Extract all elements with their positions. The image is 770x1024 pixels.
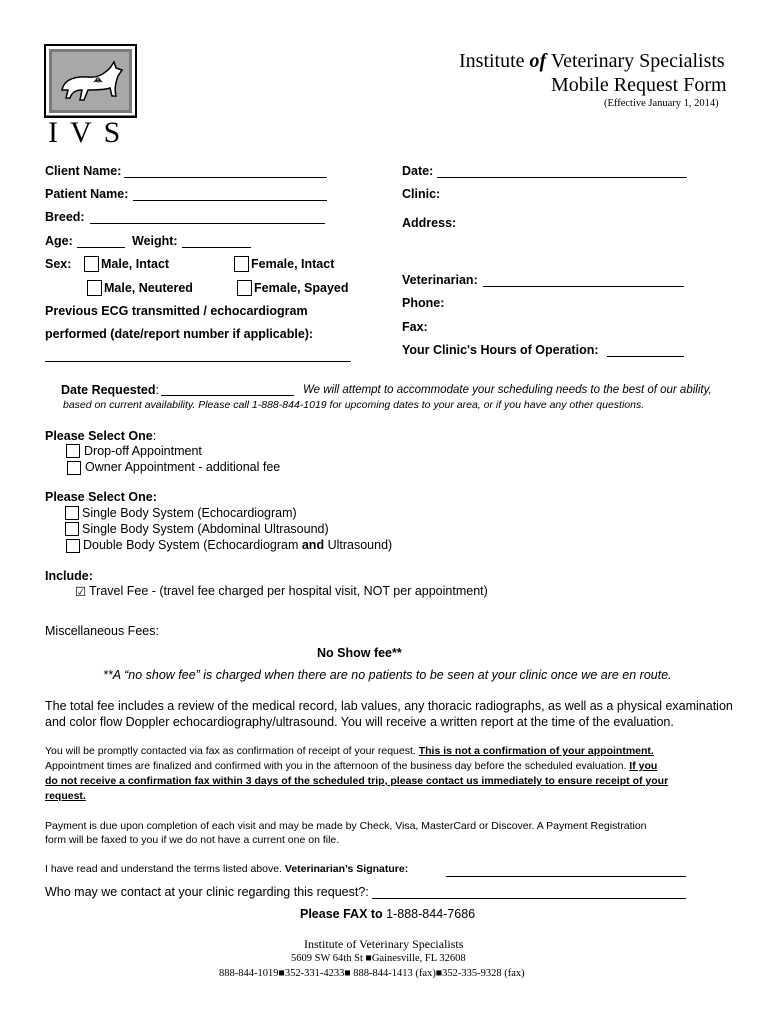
weight-label: Weight:	[132, 234, 178, 248]
prev-ecg-input[interactable]	[45, 361, 351, 362]
male-neutered-checkbox[interactable]	[87, 280, 102, 296]
echo-label: Single Body System (Echocardiogram)	[82, 506, 297, 520]
patient-name-label: Patient Name:	[45, 187, 129, 201]
terms-line: I have read and understand the terms listed above. Veterinarian’s Signature:	[45, 863, 409, 875]
prev-ecg-line2: performed (date/report number if applicable):	[45, 327, 314, 341]
age-input[interactable]	[77, 247, 125, 248]
contact-input[interactable]	[372, 898, 686, 899]
male-neutered-label: Male, Neutered	[104, 281, 193, 295]
male-intact-checkbox[interactable]	[84, 256, 99, 272]
drop-off-checkbox[interactable]	[66, 444, 80, 458]
weight-input[interactable]	[182, 247, 251, 248]
date-label: Date:	[402, 164, 434, 178]
confirm-line4: request.	[45, 790, 86, 802]
misc-fees-heading: Miscellaneous Fees:	[45, 624, 159, 638]
footer-org: Institute of Veterinary Specialists	[304, 937, 464, 951]
abdominal-label: Single Body System (Abdominal Ultrasound)	[82, 522, 329, 536]
footer-address: 5609 SW 64th St ■Gainesville, FL 32608	[291, 953, 466, 964]
date-requested-input[interactable]	[161, 395, 294, 396]
clinic-label: Clinic:	[402, 187, 441, 201]
no-show-fee: No Show fee**	[317, 646, 402, 660]
hours-label: Your Clinic's Hours of Operation:	[402, 343, 599, 357]
female-spayed-checkbox[interactable]	[237, 280, 252, 296]
travel-fee-checked-icon[interactable]: ☑	[75, 585, 87, 599]
confirm-line3: do not receive a confirmation fax within 3 days of the scheduled trip, please contact us immediately to ensure receipt of your	[45, 775, 669, 787]
patient-name-input[interactable]	[133, 200, 327, 201]
address-label: Address:	[402, 216, 457, 230]
signature-input[interactable]	[446, 876, 686, 877]
drop-off-label: Drop-off Appointment	[84, 444, 202, 458]
fax-instruction: Please FAX to 1-888-844-7686	[300, 907, 476, 921]
echo-checkbox[interactable]	[65, 506, 79, 520]
confirm-line2: Appointment times are finalized and confirmed with you in the afternoon of the business day before the scheduled evaluation. If you	[45, 760, 658, 772]
female-intact-checkbox[interactable]	[234, 256, 249, 272]
phone-label: Phone:	[402, 296, 445, 310]
form-title: Mobile Request Form	[551, 74, 727, 96]
prev-ecg-line1: Previous ECG transmitted / echocardiogram	[45, 304, 308, 318]
client-name-input[interactable]	[124, 177, 327, 178]
payment-line1: Payment is due upon completion of each visit and may be made by Check, Visa, MasterCard or Discover. A Payment Registration	[45, 820, 647, 832]
male-intact-label: Male, Intact	[101, 257, 170, 271]
no-show-note: **A “no show fee” is charged when there are no patients to be seen at your clinic once we are en route.	[103, 668, 672, 682]
include-heading: Include:	[45, 569, 93, 583]
date-requested-label: Date Requested:	[61, 383, 159, 397]
age-label: Age:	[45, 234, 73, 248]
hours-input[interactable]	[607, 356, 684, 357]
travel-fee-label: Travel Fee - (travel fee charged per hospital visit, NOT per appointment)	[89, 584, 488, 598]
client-name-label: Client Name:	[45, 164, 122, 178]
select-one-a-heading: Please Select One:	[45, 429, 157, 443]
confirm-line1: You will be promptly contacted via fax as confirmation of receipt of your request. This is not a confirmation of your appointment.	[45, 745, 654, 757]
female-spayed-label: Female, Spayed	[254, 281, 349, 295]
org-title: Institute of Veterinary Specialists	[459, 50, 725, 72]
select-one-b-heading: Please Select One:	[45, 490, 157, 504]
owner-appointment-checkbox[interactable]	[67, 461, 81, 475]
double-body-checkbox[interactable]	[66, 539, 80, 553]
contact-question: Who may we contact at your clinic regarding this request?:	[45, 885, 369, 899]
svg-text:IVS: IVS	[48, 116, 133, 149]
scheduling-note-2: based on current availability. Please call 1-888-844-1019 for upcoming dates to your area, or if you have any other questions.	[63, 399, 645, 411]
sex-label: Sex:	[45, 257, 72, 271]
owner-appointment-label: Owner Appointment - additional fee	[85, 460, 281, 474]
effective-date: (Effective January 1, 2014)	[604, 98, 719, 109]
dog-logo-icon	[44, 44, 137, 149]
scheduling-note-1: We will attempt to accommodate your scheduling needs to the best of our ability,	[303, 384, 712, 396]
breed-label: Breed:	[45, 210, 85, 224]
total-fee-line2: and color flow Doppler echocardiography/ultrasound. You will receive a written report at the time of the evaluation.	[45, 715, 674, 729]
date-input[interactable]	[437, 177, 687, 178]
breed-input[interactable]	[90, 223, 325, 224]
female-intact-label: Female, Intact	[251, 257, 335, 271]
abdominal-checkbox[interactable]	[65, 522, 79, 536]
veterinarian-label: Veterinarian:	[402, 273, 478, 287]
double-body-label: Double Body System (Echocardiogram and Ultrasound)	[83, 538, 393, 552]
ivs-logo	[44, 44, 137, 149]
payment-line2: form will be faxed to you if we do not have a current one on file.	[45, 834, 340, 846]
fax-label: Fax:	[402, 320, 428, 334]
veterinarian-input[interactable]	[483, 286, 684, 287]
footer-phones: 888-844-1019■352-331-4233■ 888-844-1413 (fax)■352-335-9328 (fax)	[219, 968, 525, 979]
total-fee-line1: The total fee includes a review of the medical record, lab values, any thoracic radiographs, as well as a physical examination	[45, 699, 733, 713]
